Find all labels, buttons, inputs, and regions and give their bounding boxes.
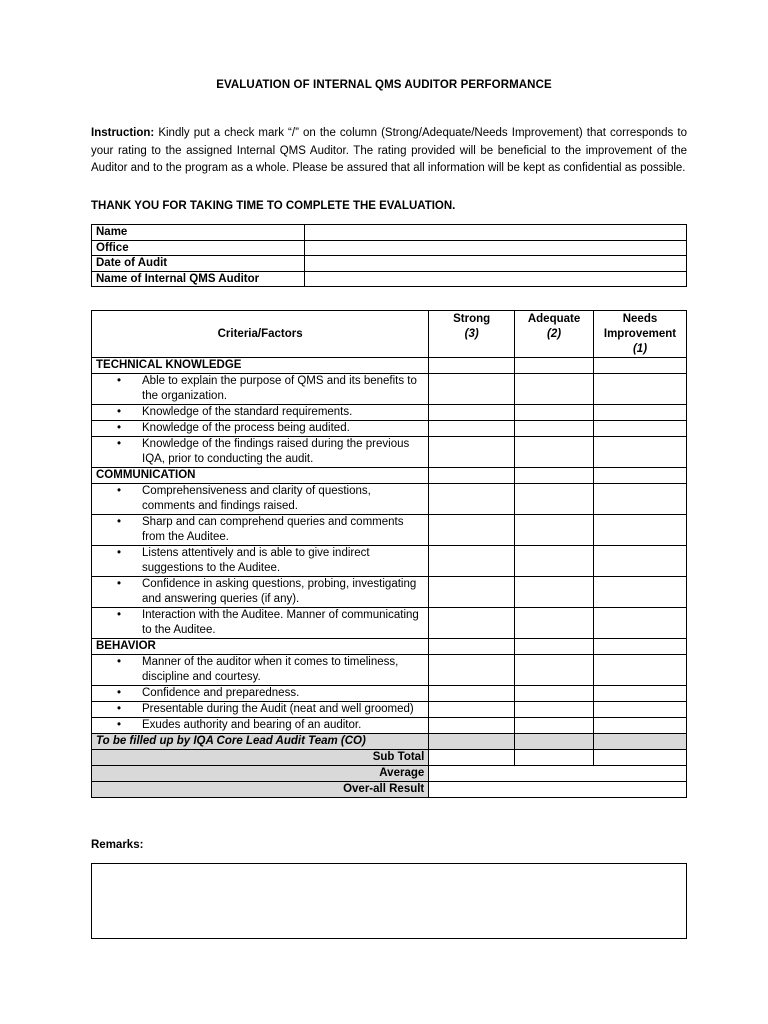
strong-header [429, 311, 515, 358]
bullet-icon: • [117, 609, 122, 621]
average-label: Average [92, 766, 429, 782]
filled-needs-cell [594, 734, 687, 750]
section-needs-cell [594, 358, 687, 374]
criteria-row [92, 655, 687, 686]
criteria-text: Presentable during the Audit (neat and well groomed) [142, 703, 414, 715]
section-needs-cell [594, 468, 687, 484]
rating-needs-cell[interactable] [594, 421, 687, 437]
criteria-row [92, 374, 687, 405]
bullet-icon: • [117, 703, 122, 715]
info-field-auditor[interactable] [305, 271, 687, 287]
section-row [92, 639, 687, 655]
section-adequate-cell [515, 468, 594, 484]
thank-you-note: THANK YOU FOR TAKING TIME TO COMPLETE THE EVALUATION. [91, 200, 456, 212]
section-row [92, 358, 687, 374]
rating-needs-cell[interactable] [594, 718, 687, 734]
section-strong-cell [429, 639, 515, 655]
rating-strong-cell[interactable] [429, 374, 515, 405]
rating-strong-cell[interactable] [429, 515, 515, 546]
criteria-header: Criteria/Factors [92, 311, 429, 358]
bullet-icon: • [117, 406, 122, 418]
criteria-row [92, 686, 687, 702]
filled-by-row [92, 734, 687, 750]
instruction-label: Instruction: [91, 127, 155, 139]
section-title: COMMUNICATION [92, 468, 429, 484]
rating-adequate-cell[interactable] [515, 437, 594, 468]
overall-cell[interactable] [429, 782, 687, 798]
rating-adequate-cell[interactable] [515, 484, 594, 515]
needs-score: (1) [632, 343, 648, 355]
criteria-text: Knowledge of the standard requirements. [142, 406, 353, 418]
needs-improvement-header [594, 311, 687, 358]
needs-label: Needs [622, 313, 658, 325]
info-field-date[interactable] [305, 256, 687, 272]
bullet-icon: • [117, 375, 122, 387]
info-label-auditor: Name of Internal QMS Auditor [92, 271, 305, 287]
bullet-icon: • [117, 547, 122, 559]
bullet-icon: • [117, 422, 122, 434]
rating-adequate-cell[interactable] [515, 405, 594, 421]
info-table [91, 224, 687, 287]
bullet-icon: • [117, 719, 122, 731]
adequate-score: (2) [547, 328, 562, 340]
rating-needs-cell[interactable] [594, 702, 687, 718]
bullet-icon: • [117, 578, 122, 590]
criteria-cell [92, 546, 429, 577]
rating-needs-cell[interactable] [594, 608, 687, 639]
section-needs-cell [594, 639, 687, 655]
rating-needs-cell[interactable] [594, 686, 687, 702]
subtotal-needs-cell[interactable] [594, 750, 687, 766]
rating-strong-cell[interactable] [429, 437, 515, 468]
filled-adequate-cell [515, 734, 594, 750]
info-label-date: Date of Audit [92, 256, 305, 272]
criteria-row [92, 608, 687, 639]
criteria-cell [92, 608, 429, 639]
rating-strong-cell[interactable] [429, 546, 515, 577]
bullet-icon: • [117, 438, 122, 450]
criteria-cell [92, 437, 429, 468]
subtotal-adequate-cell[interactable] [515, 750, 594, 766]
rating-strong-cell[interactable] [429, 655, 515, 686]
info-row-name [92, 225, 687, 241]
criteria-row [92, 702, 687, 718]
adequate-header [515, 311, 594, 358]
section-strong-cell [429, 358, 515, 374]
criteria-text: Interaction with the Auditee. Manner of communicating to the Auditee. [142, 609, 419, 636]
rating-needs-cell[interactable] [594, 405, 687, 421]
criteria-text: Knowledge of the findings raised during the previous IQA, prior to conducting the audit. [142, 438, 410, 465]
subtotal-row [92, 750, 687, 766]
strong-score: (3) [464, 328, 479, 340]
rating-strong-cell[interactable] [429, 702, 515, 718]
section-strong-cell [429, 468, 515, 484]
rating-needs-cell[interactable] [594, 546, 687, 577]
strong-label: Strong [453, 313, 491, 325]
info-row-office [92, 240, 687, 256]
remarks-label: Remarks: [91, 839, 144, 851]
criteria-cell [92, 718, 429, 734]
section-row [92, 468, 687, 484]
criteria-row [92, 718, 687, 734]
info-label-name: Name [92, 225, 305, 241]
rating-strong-cell[interactable] [429, 577, 515, 608]
rating-needs-cell[interactable] [594, 655, 687, 686]
rating-strong-cell[interactable] [429, 608, 515, 639]
criteria-row [92, 577, 687, 608]
rating-adequate-cell[interactable] [515, 686, 594, 702]
rating-needs-cell[interactable] [594, 577, 687, 608]
instruction-text: Kindly put a check mark “/” on the column (Strong/Adequate/Needs Improvement) that corresponds to your rating to the assigned Internal QMS Auditor. The rating provided will be beneficial to the improvement of the Auditor and to the program as a whole. Please be assured that all information will be kept as confidential as possible. [91, 127, 687, 174]
instruction-paragraph [91, 125, 687, 178]
rating-adequate-cell[interactable] [515, 546, 594, 577]
bullet-icon: • [117, 656, 122, 668]
overall-label: Over-all Result [92, 782, 429, 798]
improvement-label: Improvement [603, 328, 677, 340]
remarks-box[interactable] [91, 863, 687, 939]
section-title: BEHAVIOR [92, 639, 429, 655]
info-field-office[interactable] [305, 240, 687, 256]
criteria-text: Confidence and preparedness. [142, 687, 300, 699]
average-cell[interactable] [429, 766, 687, 782]
criteria-cell [92, 686, 429, 702]
info-row-auditor [92, 271, 687, 287]
info-field-name[interactable] [305, 225, 687, 241]
criteria-cell [92, 421, 429, 437]
rating-strong-cell[interactable] [429, 718, 515, 734]
criteria-cell [92, 577, 429, 608]
bullet-icon: • [117, 516, 122, 528]
criteria-row [92, 437, 687, 468]
criteria-row [92, 405, 687, 421]
bullet-icon: • [117, 687, 122, 699]
criteria-text: Listens attentively and is able to give indirect suggestions to the Auditee. [142, 547, 370, 574]
criteria-row [92, 515, 687, 546]
rating-strong-cell[interactable] [429, 484, 515, 515]
criteria-text: Knowledge of the process being audited. [142, 422, 350, 434]
average-row [92, 766, 687, 782]
filled-by-label: To be filled up by IQA Core Lead Audit Team (CO) [92, 734, 429, 750]
rating-adequate-cell[interactable] [515, 718, 594, 734]
info-label-office: Office [92, 240, 305, 256]
criteria-cell [92, 405, 429, 421]
rating-strong-cell[interactable] [429, 405, 515, 421]
rating-needs-cell[interactable] [594, 484, 687, 515]
criteria-cell [92, 484, 429, 515]
criteria-text: Able to explain the purpose of QMS and its benefits to the organization. [142, 375, 417, 402]
criteria-text: Sharp and can comprehend queries and comments from the Auditee. [142, 516, 404, 543]
rating-adequate-cell[interactable] [515, 374, 594, 405]
criteria-cell [92, 655, 429, 686]
rating-needs-cell[interactable] [594, 374, 687, 405]
rating-strong-cell[interactable] [429, 421, 515, 437]
rating-adequate-cell[interactable] [515, 702, 594, 718]
section-title: TECHNICAL KNOWLEDGE [92, 358, 429, 374]
criteria-text: Exudes authority and bearing of an auditor. [142, 719, 362, 731]
criteria-row [92, 546, 687, 577]
bullet-icon: • [117, 485, 122, 497]
table-header-row [92, 311, 687, 358]
filled-strong-cell [429, 734, 515, 750]
criteria-text: Manner of the auditor when it comes to timeliness, discipline and courtesy. [142, 656, 399, 683]
rating-adequate-cell[interactable] [515, 608, 594, 639]
criteria-text: Confidence in asking questions, probing, investigating and answering queries (if any). [142, 578, 417, 605]
criteria-row [92, 421, 687, 437]
page-title: EVALUATION OF INTERNAL QMS AUDITOR PERFORMANCE [216, 79, 552, 91]
rating-adequate-cell[interactable] [515, 655, 594, 686]
rating-adequate-cell[interactable] [515, 515, 594, 546]
overall-row [92, 782, 687, 798]
rating-strong-cell[interactable] [429, 686, 515, 702]
info-row-date [92, 256, 687, 272]
criteria-cell [92, 515, 429, 546]
evaluation-table [91, 310, 687, 798]
rating-needs-cell[interactable] [594, 515, 687, 546]
subtotal-strong-cell[interactable] [429, 750, 515, 766]
rating-needs-cell[interactable] [594, 437, 687, 468]
criteria-cell [92, 374, 429, 405]
criteria-row [92, 484, 687, 515]
criteria-text: Comprehensiveness and clarity of questions, comments and findings raised. [142, 485, 371, 512]
adequate-label: Adequate [527, 313, 581, 325]
subtotal-label: Sub Total [92, 750, 429, 766]
section-adequate-cell [515, 639, 594, 655]
rating-adequate-cell[interactable] [515, 577, 594, 608]
section-adequate-cell [515, 358, 594, 374]
evaluation-body [92, 358, 687, 734]
criteria-cell [92, 702, 429, 718]
rating-adequate-cell[interactable] [515, 421, 594, 437]
